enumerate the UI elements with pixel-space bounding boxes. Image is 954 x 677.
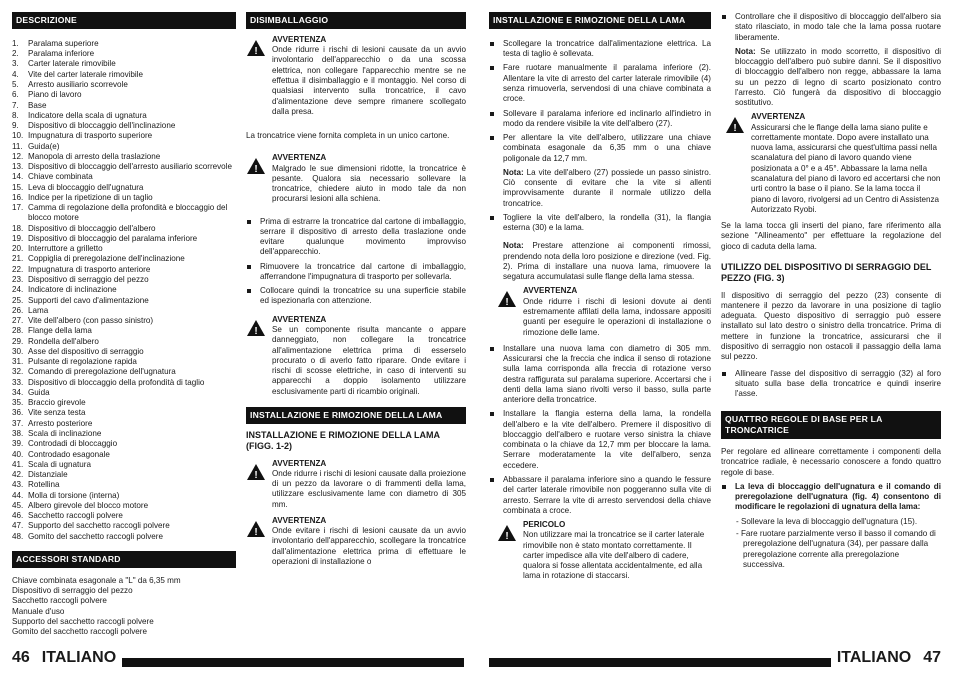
page-footer-right [489,647,941,667]
warning-text: Onde evitare i rischi di lesioni causate da un avvio involontario dell'apparecchio, scollegare la troncatrice dall'alimentazione elettrica prima di effettuare le operazioni di installazione o [272,526,466,567]
part-number: 48. [12,531,24,541]
part-number: 10. [12,131,24,141]
warning-triangle-icon [246,315,272,397]
part-label: Controdadi di bloccaggio [28,439,118,449]
part-number: 46. [12,511,24,521]
part-label: Coppiglia di preregolazione dell'inclinazione [28,254,185,264]
part-item [12,101,236,111]
part-number: 9. [12,121,19,131]
part-item [12,59,236,69]
part-number: 36. [12,408,24,418]
warning-block [489,286,711,337]
part-item [12,142,236,152]
part-item [12,347,236,357]
warning-heading: AVVERTENZA [272,153,327,163]
warning-heading: AVVERTENZA [272,34,327,44]
part-item [12,80,236,90]
clamp-bullets [721,369,941,400]
part-item [12,521,236,531]
part-number: 8. [12,110,19,120]
part-number: 13. [12,162,24,172]
part-label: Controdado esagonale [28,449,110,459]
intro-text: La troncatrice viene fornita completa in un unico cartone. [246,131,450,141]
note-label: Nota: [503,241,524,251]
warning-block [246,35,466,117]
part-number: 30. [12,346,24,356]
svg-text:!: ! [254,45,258,57]
part-number: 21. [12,254,24,264]
part-item [12,172,236,182]
page-number: 46 [12,649,30,666]
list-item: Scollegare la troncatrice dall'alimentazione elettrica. La testa di taglio è sollevata. [489,39,711,60]
part-label: Albero girevole del blocco motore [28,500,149,510]
part-number: 47. [12,521,24,531]
unpack-bullets [246,217,466,307]
part-number: 17. [12,203,24,213]
part-item [12,193,236,203]
sub-item: - Fare ruotare parzialmente verso il basso il comando di preregolazione dell'ugnatura (34), per passare dalla preregolazione corrente alla preregolazione successiva. [736,529,936,569]
section-header-descrizione: DESCRIZIONE [12,12,236,29]
part-label: Gomito del sacchetto raccogli polvere [28,531,163,541]
part-item [12,429,236,439]
accessory-item: Gomito del sacchetto raccogli polvere [12,627,147,637]
part-label: Interruttore a grilletto [28,244,103,254]
part-label: Rondella dell'albero [28,336,99,346]
part-label: Braccio girevole [28,398,86,408]
part-item [12,439,236,449]
part-item [12,408,236,418]
part-item [12,398,236,408]
part-item [12,285,236,295]
section-header-disimballaggio: DISIMBALLAGGIO [246,12,466,29]
part-number: 1. [12,38,19,48]
part-item [12,419,236,429]
paragraph: Per regolare ed allineare correttamente i componenti della troncatrice radiale, è necessario conoscere a fondo quattro regole di base. [721,447,941,477]
part-number: 41. [12,459,24,469]
part-label: Scala di ugnatura [28,459,91,469]
accessory-item: Manuale d'uso [12,606,65,616]
part-number: 14. [12,172,24,182]
accessory-item: Chiave combinata esagonale a "L" da 6,35 mm [12,575,181,585]
danger-text: Non utilizzare mai la troncatrice se il carter laterale rimovibile non è stato montato correttamente. Il carter impedisce alla vite dell'albero di cadere, qualora si fosse allentata accidentalmente, ed alla lama in rotazione di staccarsi. [523,530,705,581]
part-number: 35. [12,398,24,408]
part-label: Vite dell'albero (con passo sinistro) [28,316,154,326]
part-number: 26. [12,305,24,315]
warning-text: Onde ridurre i rischi di lesioni dovute ai denti estremamente affilati della lama, indossare appositi guanti per eseguire le operazioni di installazione o rimozione delle lame. [523,296,711,337]
accessories-list [12,576,236,638]
part-number: 39. [12,439,24,449]
part-item [12,203,236,224]
rule-sub-list [721,517,941,570]
part-item [12,470,236,480]
footer-rule [122,658,464,667]
part-number: 23. [12,275,24,285]
install-bullets [489,344,711,516]
part-number: 20. [12,244,24,254]
part-number: 7. [12,100,19,110]
part-label: Supporto del sacchetto raccogli polvere [28,521,170,531]
subsection-title: INSTALLAZIONE E RIMOZIONE DELLA LAMA (FIGG. 1-2) [246,429,440,452]
part-label: Distanziale [28,470,68,480]
warning-text: Onde ridurre i rischi di lesioni causate da un avvio involontario dell'apparecchio o da una scossa elettrica, non collegare l'apparecchio mentre se ne effettua il disimballaggio e il montaggio. Nel corso di qualsiasi intervento sulla troncatrice, il cavo d'alimentazione deve sempre rimanere scollegato dalla presa. [272,45,466,116]
part-item [12,337,236,347]
part-number: 25. [12,295,24,305]
part-number: 12. [12,151,24,161]
note [489,168,711,209]
part-label: Arresto ausiliario scorrevole [28,79,128,89]
part-item [12,254,236,264]
warning-heading: AVVERTENZA [523,286,578,296]
part-label: Dispositivo di bloccaggio del paralama inferiore [28,233,198,243]
part-label: Impugnatura di trasporto anteriore [28,264,151,274]
part-item [12,234,236,244]
list-item: Installare la flangia esterna della lama, la rondella dell'albero e la vite dell'albero. Premere il dispositivo di bloccaggio dell'albero e ruotare verso sinistra la chiave combinata o la chiave da 12,7 mm per bloccare la lama. Serrare moderatamente la vite dell'albero, senza eccedere. [489,409,711,471]
section-header-installazione: INSTALLAZIONE E RIMOZIONE DELLA LAMA [246,407,466,424]
part-label: Base [28,100,47,110]
part-label: Indicatore di inclinazione [28,285,117,295]
part-item [12,480,236,490]
part-number: 40. [12,449,24,459]
part-item [12,378,236,388]
install-bullets [489,39,711,164]
list-item: Rimuovere la troncatrice dal cartone di imballaggio, afferrandone l'impugnatura di trasporto per sollevarla. [246,262,466,283]
left-column-2 [246,12,466,573]
part-number: 22. [12,264,24,274]
part-item [12,90,236,100]
part-label: Dispositivo di serraggio del pezzo [28,275,149,285]
part-number: 31. [12,357,24,367]
part-item [12,244,236,254]
accessory-item: Supporto del sacchetto raccogli polvere [12,616,154,626]
part-label: Leva di bloccaggio dell'ugnatura [28,182,144,192]
part-label: Molla di torsione (interna) [28,490,120,500]
warning-triangle-icon [246,35,272,117]
left-column-1 [12,12,236,637]
part-item [12,388,236,398]
part-number: 27. [12,316,24,326]
part-item [12,162,236,172]
danger-heading: PERICOLO [523,520,566,530]
part-item [12,39,236,49]
part-number: 11. [12,141,23,151]
part-item [12,275,236,285]
danger-block [489,520,711,582]
part-item [12,152,236,162]
part-number: 18. [12,223,24,233]
warning-heading: AVVERTENZA [751,112,806,122]
part-number: 45. [12,500,24,510]
note-text: Se utilizzato in modo scorretto, il dispositivo di bloccaggio dell'albero può subire danni. Se il dispositivo di bloccaggio dell'albero non regge, abbassare la lama su un pezzo di legno di scarto posizionato contro l'arresto. Ciò fungerà da dispositivo di bloccaggio sostitutivo. [735,46,941,108]
part-item [12,491,236,501]
part-item [12,49,236,59]
svg-text:!: ! [505,531,509,543]
part-number: 28. [12,326,24,336]
warning-text: Se un componente risulta mancante o appare danneggiato, non collegare la troncatrice all'alimentazione elettrica prima di esserselo procurato o di averlo fatto riparare. Onde evitare i rischi di scosse elettriche, in caso di interventi su apparecchi a doppio isolamento utilizzare esclusivamente parti di ricambio originali. [272,325,466,396]
warning-triangle-icon [497,286,523,337]
warning-block [246,459,466,510]
part-label: Vite senza testa [28,408,86,418]
part-number: 3. [12,59,19,69]
footer-rule [489,658,831,667]
part-number: 24. [12,285,24,295]
accessory-item: Dispositivo di serraggio del pezzo [12,586,133,596]
list-item: Controllare che il dispositivo di bloccaggio dell'albero sia stato rilasciato, in modo tale che la lama possa ruotare liberamente. [721,12,941,43]
part-label: Dispositivo di bloccaggio dell'albero [28,223,156,233]
part-item [12,357,236,367]
warning-triangle-icon [246,153,272,204]
svg-text:!: ! [505,297,509,309]
part-number: 34. [12,387,24,397]
paragraph: Il dispositivo di serraggio del pezzo (23) consente di mantenere il pezzo da lavorare in una posizione di taglio adeguata. Questo dispositivo di serraggio può essere installato sul lato destro o sinistro della troncatrice. Prima di mettere in funzione la troncatrice, assicurarsi che il dispositivo di serraggio non ostacoli il passaggio della lama sul pezzo. [721,290,941,362]
warning-block [721,112,941,215]
warning-triangle-icon [725,112,751,215]
part-label: Piano di lavoro [28,90,82,100]
part-label: Scala di inclinazione [28,429,102,438]
part-label: Vite del carter laterale rimovibile [28,69,144,79]
sub-item: - Sollevare la leva di bloccaggio dell'ugnatura (15). [736,516,918,526]
part-number: 5. [12,79,19,89]
part-label: Paralama superiore [28,38,99,48]
list-item: Abbassare il paralama inferiore sino a quando le fessure del carter laterale rimovibile non poggeranno sulla vite di arresto. Serrare la vite di arresto servendosi della chiave combinata a croce. [489,475,711,516]
warning-text: Malgrado le sue dimensioni ridotte, la troncatrice è pesante. Qualora sia necessario sollevare la troncatrice, chiedere aiuto in modo tale da non procurarsi lesioni alla schiena. [272,163,466,204]
part-number: 6. [12,90,19,100]
list-item: Collocare quindi la troncatrice su una superficie stabile ed ispezionarla con attenzione. [246,286,466,307]
part-number: 37. [12,418,24,428]
warning-text: Onde ridurre i rischi di lesioni causate dalla proiezione di un pezzo da lavorare o di frammenti della lama, utilizzare esclusivamente lame con diametro di 305 mm. [272,468,466,509]
part-label: Camma di regolazione della profondità e bloccaggio del blocco motore [28,203,228,223]
rules-list [721,482,941,513]
part-item [12,111,236,121]
page-footer-left [12,647,464,667]
part-label: Comando di preregolazione dell'ugnatura [28,367,176,377]
part-number: 29. [12,336,24,346]
part-number: 38. [12,429,24,438]
part-number: 44. [12,490,24,500]
part-item [12,326,236,336]
note-text: La vite dell'albero (27) possiede un passo sinistro. Ciò consente di evitare che la vite si allenti improvvisamente durante il normale utilizzo della troncatrice. [503,167,712,208]
warning-block [246,153,466,204]
part-number: 33. [12,377,24,387]
part-item [12,367,236,377]
list-item: Installare una nuova lama con diametro di 305 mm. Assicurarsi che la freccia che indica il senso di rotazione sulla lama corrisponda alla freccia di rotazione verso destra raffigurata sul paralama superiore. Accertarsi che i denti della lama siano rivolti verso il basso, sulla parte anteriore della troncatrice. [489,344,711,406]
section-header-quattro-regole: QUATTRO REGOLE DI BASE PER LA TRONCATRICE [721,411,941,439]
list-item: Fare ruotare manualmente il paralama inferiore (2). Allentare la vite di arresto del carter laterale rimovibile (4) senza rimuoverla, servendosi di una chiave combinata a croce. [489,63,711,104]
note [721,47,941,109]
part-label: Impugnatura di trasporto superiore [28,131,153,141]
note-text: Prestare attenzione ai componenti rimossi, prendendo nota della loro posizione e direzione (ved. Fig. 2). Prima di installare una nuova lama, rimuovere la segatura accumulatasi sulle flange della lama stessa. [503,241,711,282]
part-number: 2. [12,49,19,59]
part-label: Arresto posteriore [28,418,93,428]
install-bullets [489,213,711,234]
part-item [12,183,236,193]
danger-triangle-icon [497,520,523,582]
part-number: 43. [12,480,24,490]
part-label: Indicatore della scala di ugnatura [28,110,147,120]
parts-list [12,39,236,542]
part-label: Pulsante di regolazione rapida [28,357,137,367]
part-number: 42. [12,470,24,480]
warning-text: Assicurarsi che le flange della lama siano pulite e correttamente montate. Dopo avere installato una nuova lama, assicurarsi che quest'ultima passi nella scanalatura del piano di lavoro quando viene posizionata a 0° e a 45°. Abbassare la lama nella scanalatura del piano di lavoro ed accertarsi che non urti contro la base o il piano. Se la lama tocca il piano di lavoro, rivolgersi ad un Centro di Assistenza Autorizzato Ryobi. [751,122,941,214]
svg-text:!: ! [733,123,737,135]
part-label: Supporti del cavo d'alimentazione [28,295,149,305]
section-header-accessori: ACCESSORI STANDARD [12,551,236,568]
list-item: Sollevare il paralama inferiore ed inclinarlo all'indietro in modo da rendere visibile la vite dell'albero (27). [489,109,711,130]
install-bullets [721,12,941,43]
part-label: Manopola di arresto della traslazione [28,151,161,161]
list-item: Togliere la vite dell'albero, la rondella (31), la flangia esterna (30) e la lama. [489,213,711,234]
part-number: 32. [12,367,24,377]
part-label: Carter laterale rimovibile [28,59,116,69]
part-item [12,501,236,511]
warning-block [246,315,466,397]
part-number: 19. [12,233,24,243]
part-item [12,121,236,131]
part-label: Flange della lama [28,326,92,336]
svg-text:!: ! [254,164,258,176]
subsection-title: UTILIZZO DEL DISPOSITIVO DI SERRAGGIO DEL PEZZO (FIG. 3) [721,261,932,284]
section-header-installazione: INSTALLAZIONE E RIMOZIONE DELLA LAMA [489,12,711,29]
svg-text:!: ! [254,325,258,337]
list-item: Prima di estrarre la troncatrice dal cartone di imballaggio, serrare il dispositivo di arresto della traslazione onde evitare qualunque movimento improvviso dell'apparecchio. [246,217,466,258]
part-item [12,306,236,316]
warning-heading: AVVERTENZA [272,314,327,324]
part-label: Sacchetto raccogli polvere [28,511,123,521]
list-item: Per allentare la vite dell'albero, utilizzare una chiave combinata esagonale da 6,35 mm o una chiave poligonale da 12,7 mm. [489,133,711,164]
part-label: Dispositivo di bloccaggio della profondità di taglio [28,377,205,387]
part-item [12,532,236,542]
note [489,241,711,282]
list-item: La leva di bloccaggio dell'ugnatura e il comando di preregolazione dell'ugnatura (fig. 4) consentono di modificare le regolazioni di ugnatura della lama: [721,482,941,513]
warning-triangle-icon [246,459,272,510]
warning-block [246,516,466,567]
part-label: Guida(e) [28,141,60,151]
part-label: Asse del dispositivo di serraggio [28,346,144,356]
note-label: Nota: [503,167,524,177]
paragraph: Se la lama tocca gli inserti del piano, fare riferimento alla sezione "Allineamento" per effettuare la regolazione del gioco di caduta della lama. [721,221,941,251]
part-item [12,224,236,234]
part-item [12,296,236,306]
part-label: Chiave combinata [28,172,93,182]
part-label: Dispositivo di bloccaggio dell'arresto ausiliario scorrevole [28,162,232,172]
part-label: Dispositivo di bloccaggio dell'inclinazione [28,121,176,131]
part-item [12,131,236,141]
part-item [12,460,236,470]
svg-text:!: ! [254,526,258,538]
part-item [12,70,236,80]
part-label: Guida [28,387,50,397]
accessory-item: Sacchetto raccogli polvere [12,596,107,606]
part-item [12,450,236,460]
part-item [12,316,236,326]
warning-triangle-icon [246,516,272,567]
part-number: 4. [12,69,19,79]
list-item: Allineare l'asse del dispositivo di serraggio (32) al foro situato sulla base della troncatrice e quindi inserire l'asse. [721,369,941,400]
part-number: 16. [12,192,24,202]
note-label: Nota: [735,46,756,56]
part-label: Lama [28,305,49,315]
warning-heading: AVVERTENZA [272,515,327,525]
part-item [12,265,236,275]
warning-heading: AVVERTENZA [272,458,327,468]
language-label: ITALIANO [41,649,117,666]
part-label: Indice per la ripetizione di un taglio [28,192,153,202]
right-column-2 [721,12,941,572]
right-column-1 [489,12,711,588]
part-item [12,511,236,521]
part-label: Paralama inferiore [28,49,95,59]
part-number: 15. [12,182,24,192]
page-number: 47 [923,649,941,666]
svg-text:!: ! [254,469,258,481]
part-label: Rotellina [28,480,60,490]
language-label: ITALIANO [836,649,912,666]
